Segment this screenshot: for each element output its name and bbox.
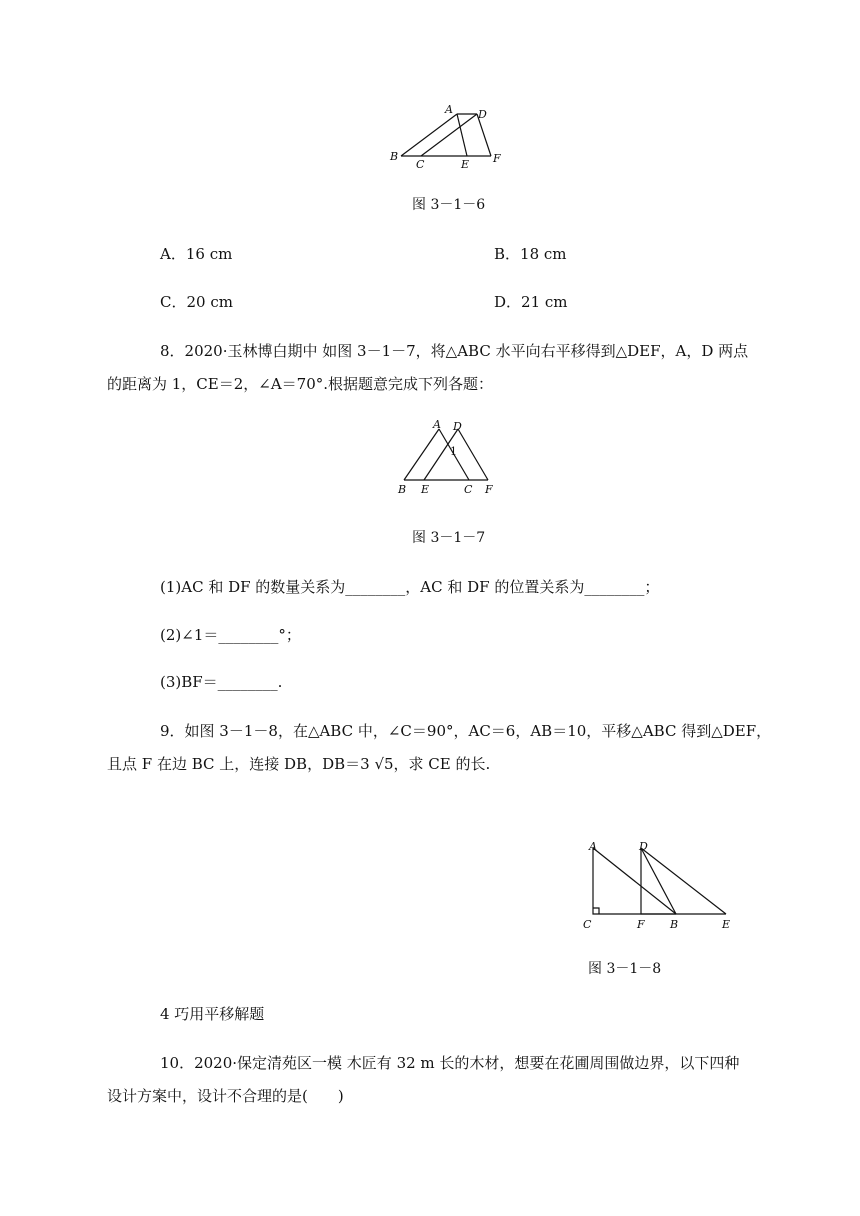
q8-part-2: (2)∠1＝________°； <box>160 626 301 644</box>
q10-line-2: 设计方案中，设计不合理的是( ) <box>107 1087 344 1105</box>
option-letter: D． <box>494 293 522 311</box>
fig8-label-a: A <box>589 840 597 853</box>
option-letter: B． <box>494 245 521 263</box>
fig8-caption: 图 3－1－8 <box>588 961 662 977</box>
fig6-label-a: A <box>445 103 453 116</box>
option-text: 20 cm <box>186 293 233 311</box>
fig7-caption: 图 3－1－7 <box>412 530 486 546</box>
figure-3-1-8 <box>580 838 740 938</box>
option-text: 21 cm <box>521 293 568 311</box>
q7-option-d <box>494 291 568 312</box>
option-letter: A． <box>160 245 186 263</box>
fig7-label-c: C <box>464 483 473 496</box>
q7-option-b <box>494 243 567 264</box>
option-text: 18 cm <box>520 245 567 263</box>
q8-line-2: 的距离为 1，CE＝2，∠A＝70°.根据题意完成下列各题： <box>107 375 494 393</box>
fig8-label-d: D <box>639 840 648 853</box>
option-letter: C． <box>160 293 187 311</box>
fig6-caption: 图 3－1－6 <box>412 197 486 213</box>
q8-line-1: 8．2020·玉林博白期中 如图 3－1－7，将△ABC 水平向右平移得到△DEF，A，D 两点 <box>160 342 749 360</box>
figure-3-1-7 <box>395 418 505 498</box>
fig6-label-d: D <box>478 108 487 121</box>
fig6-label-f: F <box>493 152 501 165</box>
fig8-label-f: F <box>637 918 645 931</box>
q9-line-2: 且点 F 在边 BC 上，连接 DB，DB＝3 √5，求 CE 的长. <box>107 755 491 773</box>
fig7-label-1: 1 <box>450 445 457 458</box>
q7-option-a <box>160 243 232 264</box>
fig7-label-a: A <box>433 418 441 431</box>
fig8-label-c: C <box>583 918 592 931</box>
q9-line-1: 9．如图 3－1－8，在△ABC 中，∠C＝90°，AC＝6，AB＝10，平移△ABC 得到△DEF， <box>160 722 772 740</box>
section-title: 4 巧用平移解题 <box>160 1005 265 1023</box>
figure-3-1-6 <box>385 100 515 175</box>
fig7-label-b: B <box>398 483 407 496</box>
fig7-label-d: D <box>453 420 462 433</box>
fig6-label-b: B <box>390 150 399 163</box>
fig6-label-c: C <box>416 158 425 171</box>
option-text: 16 cm <box>185 245 233 263</box>
q8-part-3: (3)BF＝________. <box>160 673 283 691</box>
q10-line-1: 10．2020·保定清苑区一模 木匠有 32 m 长的木材，想要在花圃周围做边界，以下四种 <box>160 1054 740 1072</box>
fig7-label-f: F <box>485 483 493 496</box>
fig8-label-b: B <box>670 918 679 931</box>
q8-part-1: (1)AC 和 DF 的数量关系为________，AC 和 DF 的位置关系为________； <box>160 578 660 596</box>
fig6-label-e: E <box>461 158 470 171</box>
fig7-label-e: E <box>421 483 430 496</box>
q7-option-c <box>160 291 233 312</box>
fig8-label-e: E <box>722 918 731 931</box>
